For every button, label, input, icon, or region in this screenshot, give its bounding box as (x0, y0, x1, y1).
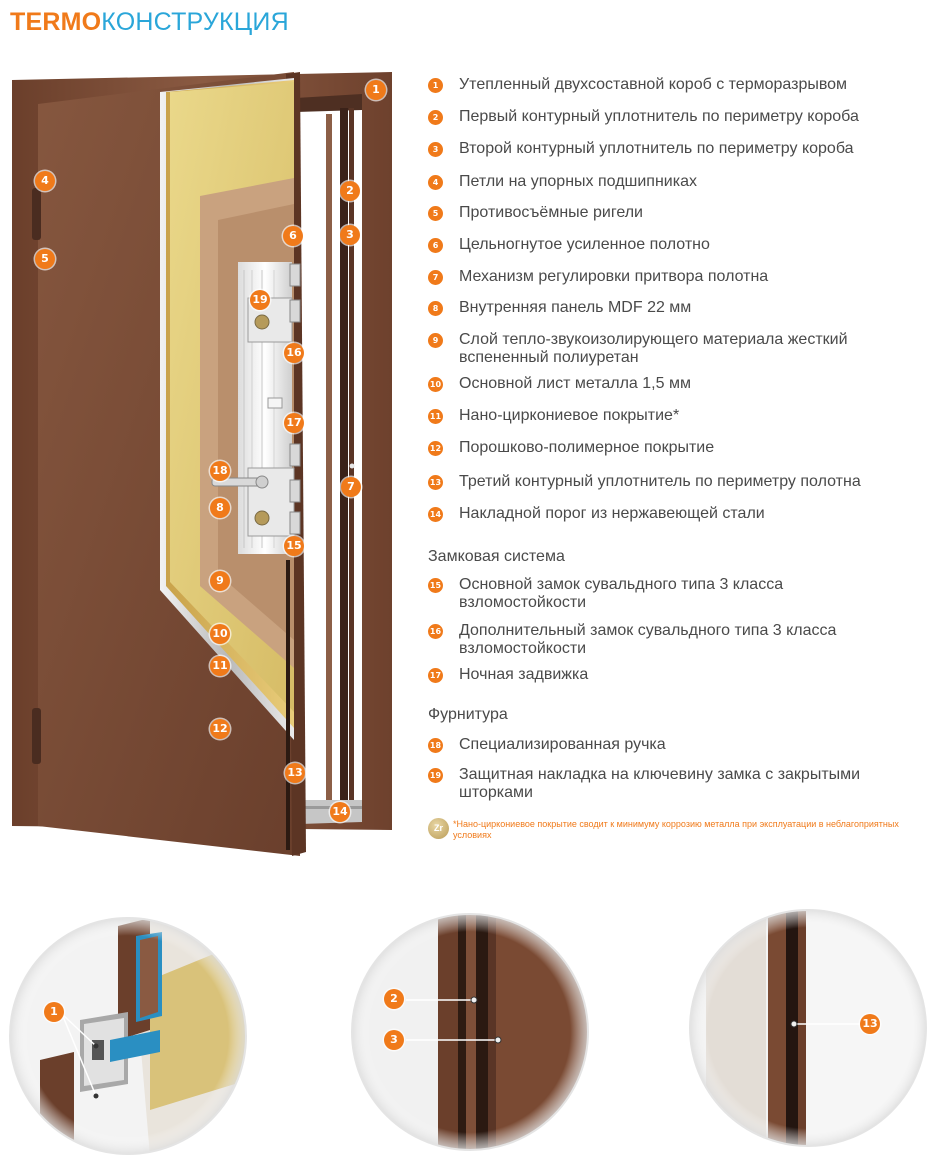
detail-callout-badge: 3 (384, 1030, 404, 1050)
callout-badge: 11 (210, 656, 230, 676)
callout-badge: 6 (283, 226, 303, 246)
frame-seal-profile (340, 108, 348, 806)
callout-badge: 14 (330, 802, 350, 822)
page-title: TERMOКОНСТРУКЦИЯ (10, 8, 289, 36)
keyhole-cover (255, 315, 269, 329)
regulation-mechanism (350, 464, 355, 469)
callout-badge: 16 (284, 343, 304, 363)
callout-badge: 19 (250, 290, 270, 310)
hinge-top (32, 188, 41, 240)
callout-badge: 4 (35, 171, 55, 191)
callout-badge: 15 (284, 536, 304, 556)
callout-badge: 13 (285, 763, 305, 783)
footnote: *Нано-циркониевое покрытие сводит к минимуму коррозию металла при эксплуатации в неблагоприятных условиях (453, 819, 899, 840)
callout-badge: 12 (210, 719, 230, 739)
callout-badge: 5 (35, 249, 55, 269)
callout-badge: 10 (210, 624, 230, 644)
callout-badge: 1 (366, 80, 386, 100)
hardware-section-title: Фурнитура (428, 706, 508, 723)
bolt (290, 264, 300, 286)
detail-callout-badge: 2 (384, 989, 404, 1009)
leaf-seal (286, 560, 290, 850)
hinge-bottom (32, 708, 41, 764)
detail-callout-badge: 13 (860, 1014, 880, 1034)
callout-badge: 3 (340, 225, 360, 245)
lock-section-title: Замковая система (428, 548, 565, 565)
callout-badge: 17 (284, 413, 304, 433)
callout-badge: 18 (210, 461, 230, 481)
detail-callout-badge: 1 (44, 1002, 64, 1022)
main-keyhole (255, 511, 269, 525)
callout-badge: 8 (210, 498, 230, 518)
callout-badge: 2 (340, 181, 360, 201)
night-latch (268, 398, 282, 408)
callout-badge: 7 (341, 477, 361, 497)
callout-badge: 9 (210, 571, 230, 591)
zirconium-icon: Zr (428, 818, 449, 839)
